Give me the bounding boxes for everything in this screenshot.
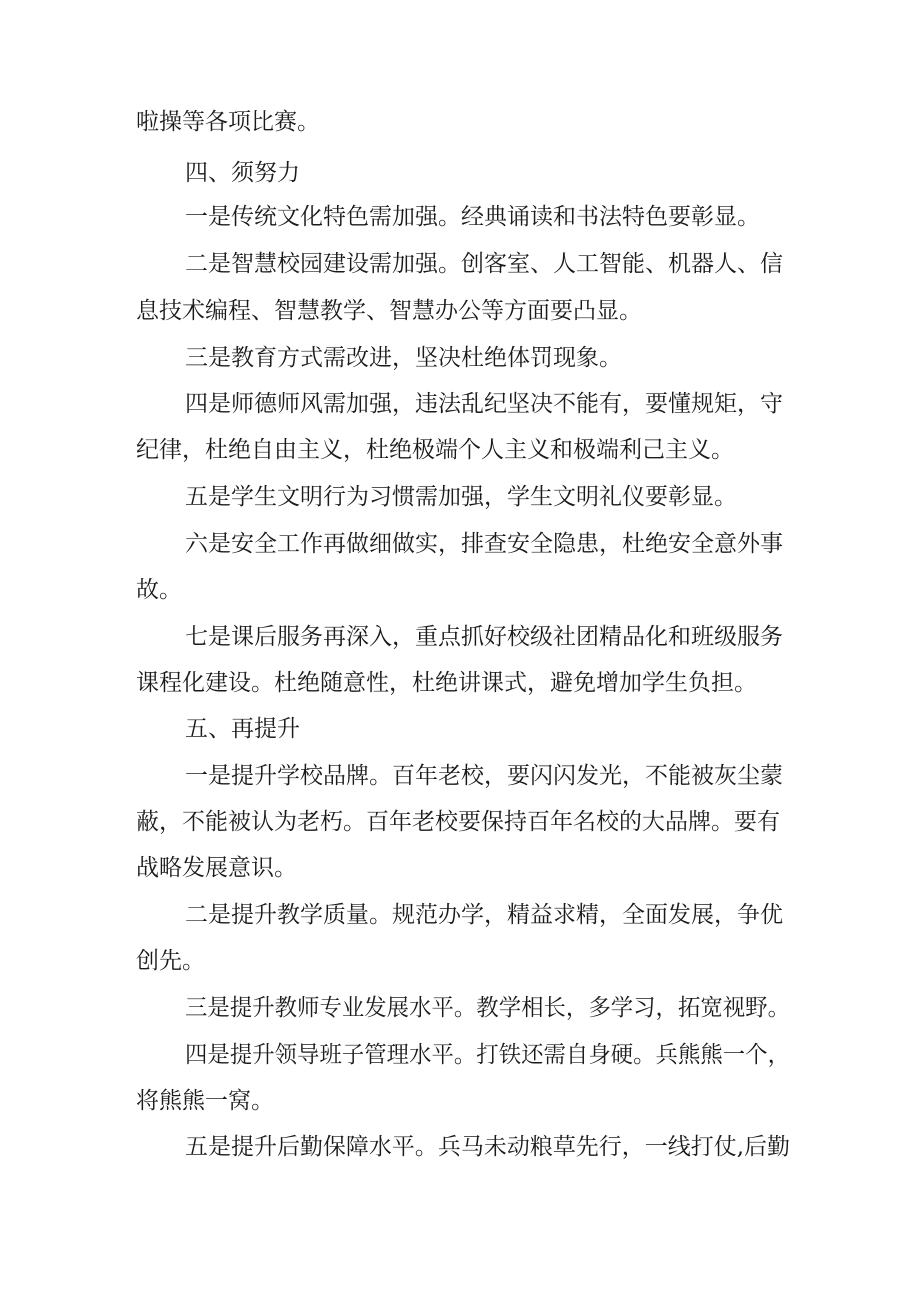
text-line: [0, 479, 920, 515]
text-line-content: 息技术编程、智慧教学、智慧办公等方面要凸显。: [136, 298, 642, 324]
text-line-content: 创先。: [136, 948, 205, 974]
text-line-content: 蔽，不能被认为老朽。百年老校要保持百年名校的大品牌。要有: [136, 809, 780, 835]
section-heading: [0, 155, 920, 191]
text-line: [0, 104, 920, 140]
text-line: [0, 526, 920, 562]
text-line-content: 课程化建设。杜绝随意性，杜绝讲课式，避免增加学生负担。: [136, 670, 757, 696]
text-line: [0, 246, 920, 282]
text-line: [0, 432, 920, 468]
text-line: [0, 619, 920, 655]
text-line-content: 啦操等各项比赛。: [136, 109, 320, 135]
text-line-content: 战略发展意识。: [136, 855, 297, 881]
text-line-content: 五是学生文明行为习惯需加强，学生文明礼仪要彰显。: [185, 484, 737, 510]
text-line-content: 故。: [136, 577, 182, 603]
text-line-content: 二是提升教学质量。规范办学，精益求精，全面发展，争优: [185, 902, 783, 928]
text-line: [0, 943, 920, 979]
text-line: [0, 1129, 920, 1165]
text-line-content: 一是传统文化特色需加强。经典诵读和书法特色要彰显。: [185, 204, 760, 230]
text-line: [0, 386, 920, 422]
text-line: [0, 758, 920, 794]
text-line: [0, 293, 920, 329]
text-line: [0, 199, 920, 235]
text-line-content: 将熊熊一窝。: [136, 1088, 274, 1114]
text-line-content: 二是智慧校园建设需加强。创客室、人工智能、机器人、信: [185, 251, 783, 277]
text-line: [0, 804, 920, 840]
text-line: [0, 897, 920, 933]
text-line: [0, 340, 920, 376]
text-line-content: 三是提升教师专业发展水平。教学相长，多学习，拓宽视野。: [185, 995, 790, 1021]
section-heading: [0, 711, 920, 747]
text-line-content: 纪律，杜绝自由主义，杜绝极端个人主义和极端利己主义。: [136, 437, 734, 463]
text-line-content: 三是教育方式需改进，坚决杜绝体罚现象。: [185, 345, 622, 371]
text-line: [0, 1037, 920, 1073]
text-line: [0, 850, 920, 886]
text-line-content: 一是提升学校品牌。百年老校，要闪闪发光，不能被灰尘蒙: [185, 763, 783, 789]
text-line-content: 六是安全工作再做细做实，排查安全隐患，杜绝安全意外事: [185, 531, 783, 557]
text-line-content: 四是提升领导班子管理水平。打铁还需自身硬。兵熊熊一个，: [185, 1042, 790, 1068]
text-line-content: 七是课后服务再深入，重点抓好校级社团精品化和班级服务: [185, 624, 783, 650]
text-line-content: 四是师德师风需加强，违法乱纪坚决不能有，要懂规矩，守: [185, 391, 783, 417]
text-line: [0, 572, 920, 608]
text-line: [0, 1083, 920, 1119]
section-heading-text: 四、须努力: [185, 160, 300, 186]
section-heading-text: 五、再提升: [185, 716, 300, 742]
text-line: [0, 990, 920, 1026]
text-line: [0, 665, 920, 701]
text-line-content: 五是提升后勤保障水平。兵马未动粮草先行，一线打仗,后勤: [185, 1134, 791, 1160]
